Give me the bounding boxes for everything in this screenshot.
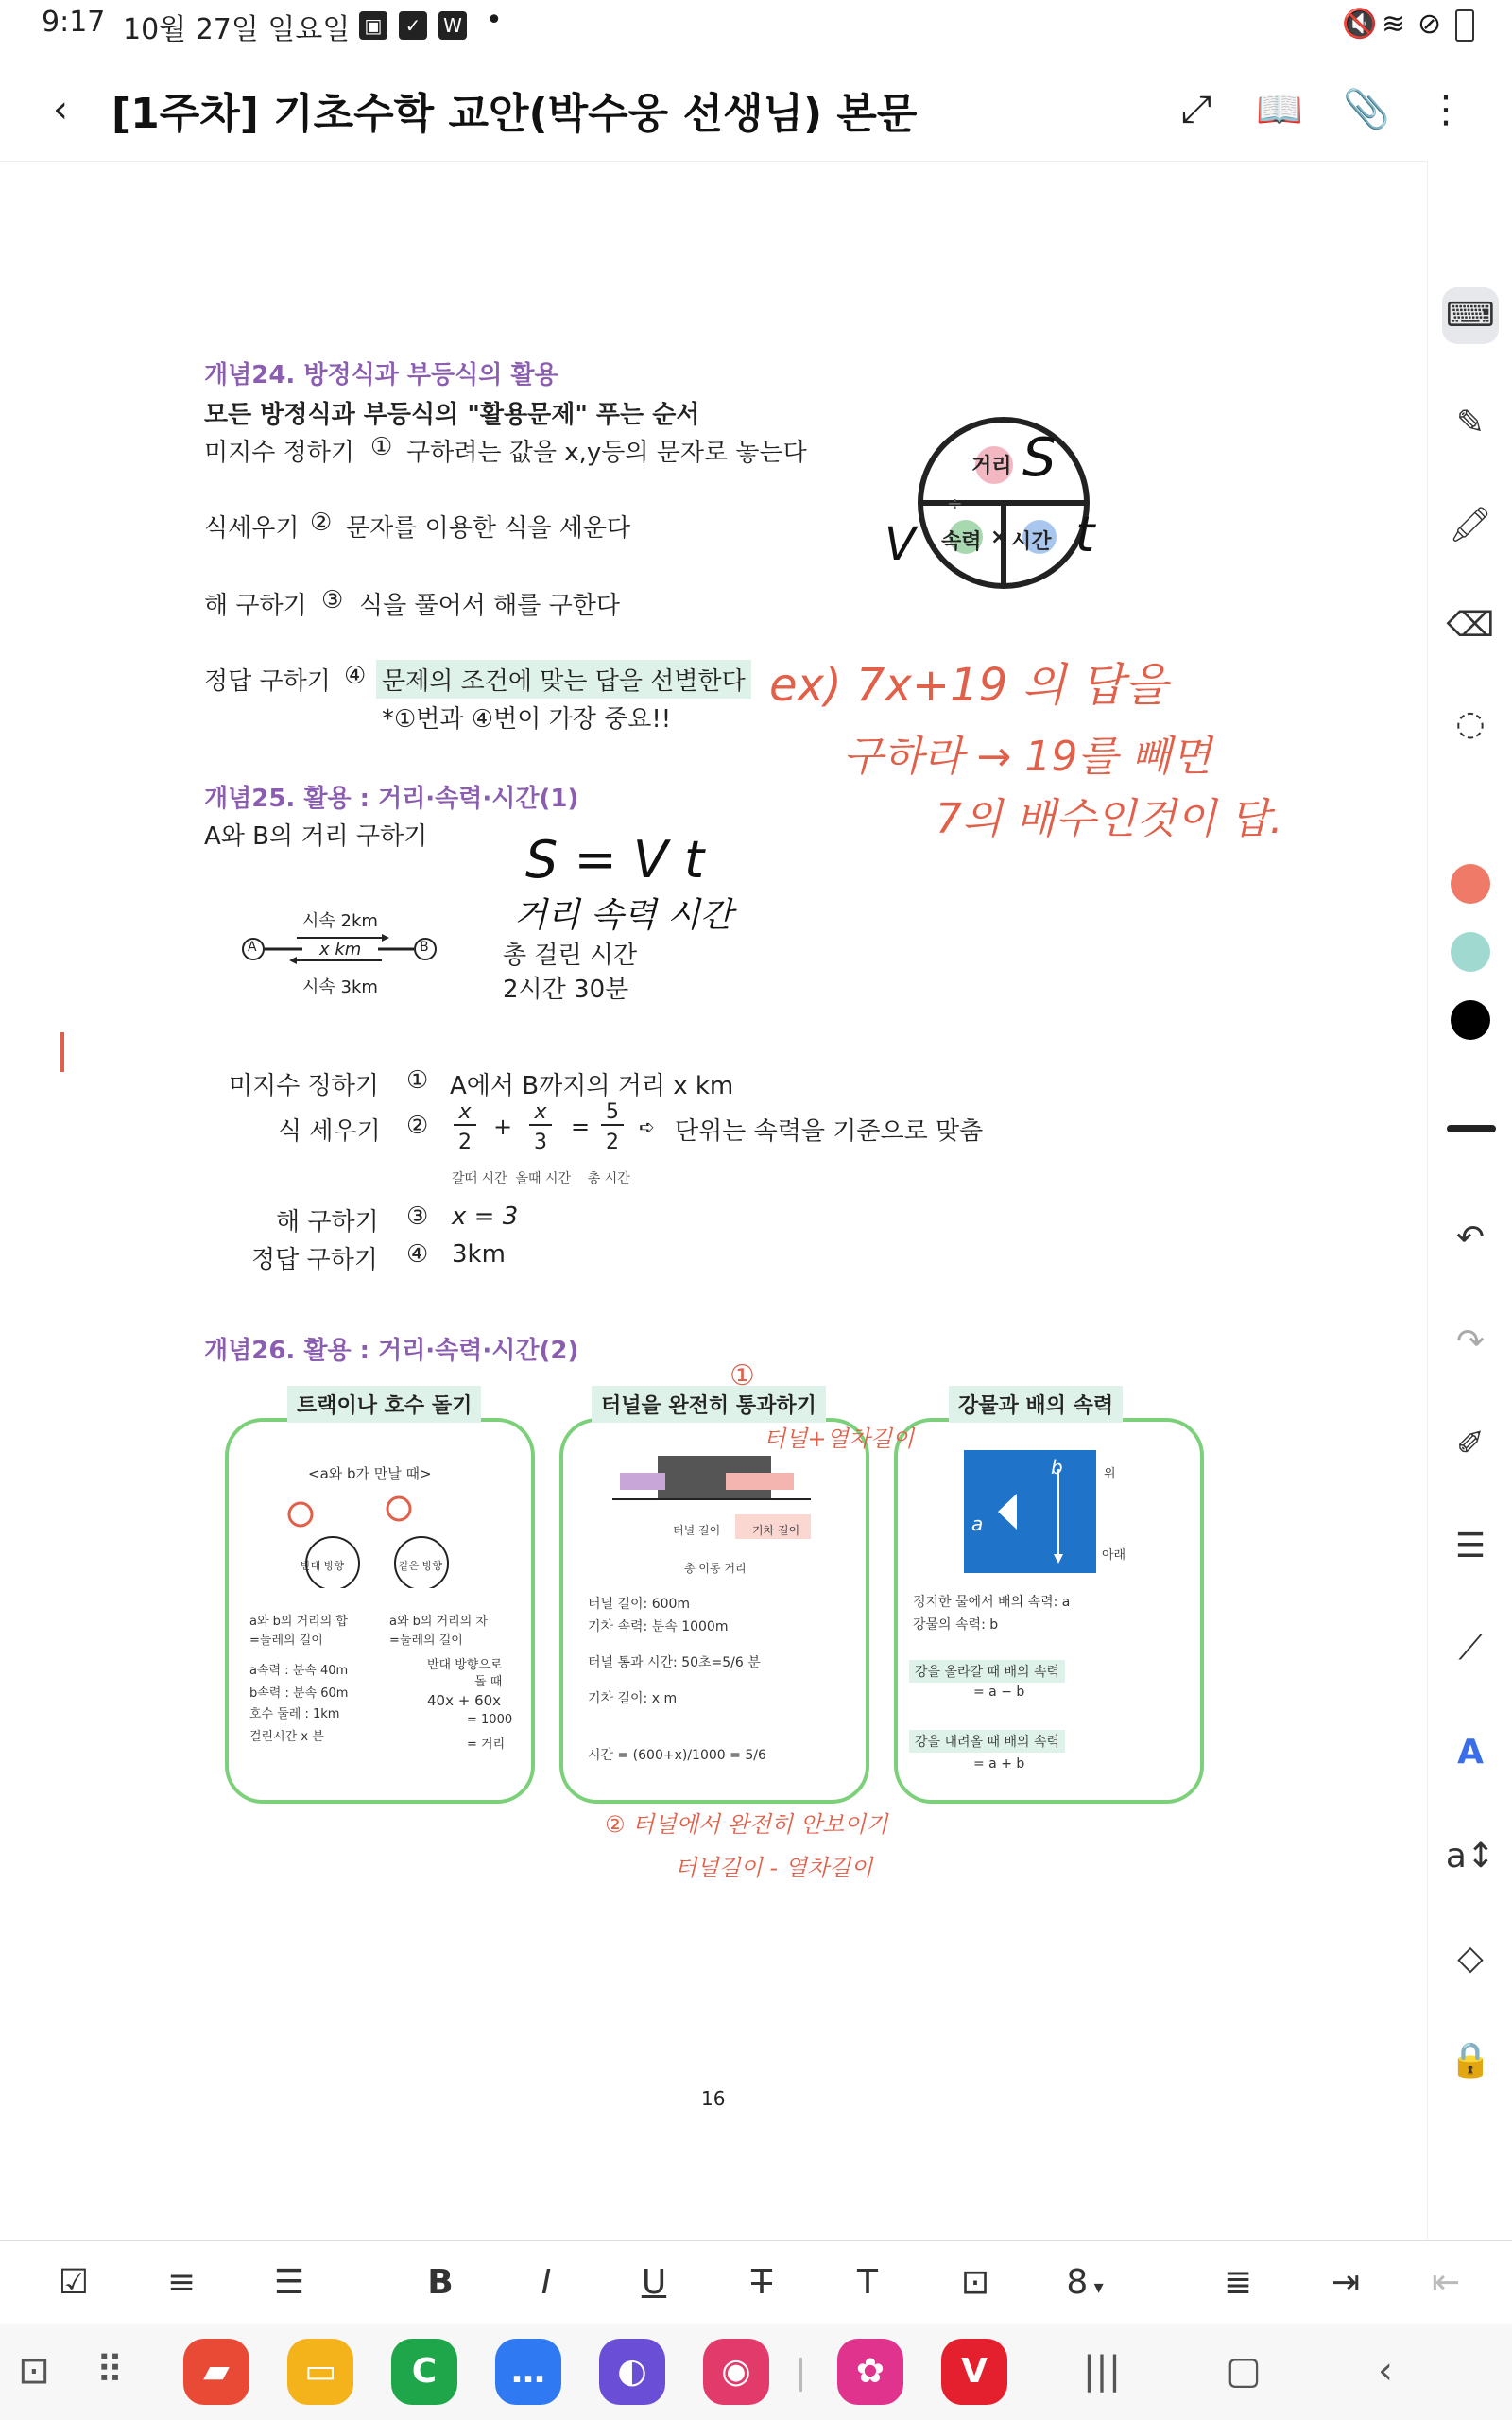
train-length-label: 기차 길이	[752, 1524, 800, 1537]
lock-icon[interactable]: 🔒	[1449, 2041, 1492, 2080]
tunnel-t4: 기차 길이: x m	[588, 1691, 678, 1706]
total-move-label: 총 이동 거리	[684, 1562, 747, 1575]
river-t3: 강을 올라갈 때 배의 속력	[909, 1660, 1065, 1683]
section24-subtitle: 모든 방정식과 부등식의 "활용문제" 푸는 순서	[204, 401, 700, 429]
w-app-icon: W	[438, 11, 467, 40]
expand-icon[interactable]: ⤢	[1181, 88, 1211, 131]
track-r5: 40x + 60x	[427, 1692, 502, 1709]
attach-icon[interactable]: 📎	[1343, 88, 1390, 131]
hand-formula-words: 거리 속력 시간	[514, 896, 733, 935]
total-time-label: 총 걸린 시간	[503, 942, 638, 970]
eq-frac3-num: 5	[601, 1100, 624, 1126]
track-r2: =둘레의 길이	[389, 1634, 463, 1648]
step3-text: 식을 풀어서 해를 구한다	[359, 592, 620, 620]
text-box-icon[interactable]: ⊡	[960, 2263, 990, 2302]
tunnel-t1: 터널 길이: 600m	[588, 1597, 691, 1612]
hand-formula: S = V t	[525, 830, 705, 890]
hint-arrow-icon: ➪	[639, 1115, 655, 1138]
river-t5: 강을 내려올 때 배의 속력	[909, 1730, 1065, 1753]
circle-top-label: 거리	[971, 455, 1012, 478]
s25-row3-num: ③	[406, 1202, 429, 1231]
track-l2: =둘레의 길이	[249, 1634, 323, 1648]
track-opposite-label: 반대 방향	[301, 1560, 345, 1572]
gallery-icon: ▣	[359, 11, 387, 40]
track-l4: b속력 : 분속 60m	[249, 1686, 349, 1701]
section25-heading: 개념25. 활용 : 거리·속력·시간(1)	[204, 785, 579, 813]
s25-row3-text: x = 3	[452, 1202, 519, 1231]
track-lake-title: 트랙이나 호수 돌기	[287, 1386, 481, 1423]
river-t2: 강물의 속력: b	[913, 1617, 999, 1633]
eq-frac1-den: 2	[458, 1131, 472, 1154]
s25-row2-num: ②	[406, 1112, 429, 1140]
tunnel-title: 터널을 완전히 통과하기	[592, 1386, 826, 1423]
step4-num: ④	[344, 662, 367, 690]
numbered-list-icon[interactable]: ≡	[166, 2263, 197, 2302]
eq-frac2-den: 3	[534, 1131, 547, 1154]
book-view-icon[interactable]: 📖	[1256, 88, 1303, 131]
undo-icon[interactable]: ↶	[1455, 1219, 1486, 1257]
color-swatch-red[interactable]	[1451, 864, 1490, 904]
wifi-icon: ≋	[1382, 8, 1406, 41]
text-color-icon[interactable]: T	[857, 2263, 878, 2302]
eraser-icon[interactable]: ⌫	[1446, 606, 1495, 645]
s25-row2-label: 식 세우기	[278, 1117, 381, 1146]
river-down: 아래	[1102, 1548, 1126, 1563]
track-l5: 호수 둘레 : 1km	[249, 1707, 340, 1721]
format-toolbar	[0, 2240, 1512, 2323]
tunnel-length-label: 터널 길이	[673, 1524, 721, 1537]
step2-label: 식세우기	[204, 514, 300, 543]
redo-icon[interactable]: ↷	[1455, 1322, 1486, 1361]
tunnel-t2: 기차 속력: 분속 1000m	[588, 1619, 729, 1634]
s25-row4-num: ④	[406, 1240, 429, 1269]
handwriting-text-icon[interactable]: ⟋	[1458, 1629, 1483, 1668]
check-icon: ✓	[399, 11, 427, 40]
track-circles	[284, 1494, 472, 1588]
s25-row3-label: 해 구하기	[276, 1208, 379, 1236]
river-t4: = a − b	[973, 1685, 1025, 1700]
fig-speed-top: 시속 2km	[302, 911, 378, 931]
camera-app-icon[interactable]: ◉	[703, 2339, 769, 2405]
outdent-icon[interactable]: ⇤	[1431, 2263, 1461, 2302]
phone-app-icon[interactable]: C	[391, 2339, 457, 2405]
river-figure	[964, 1450, 1096, 1573]
step2-num: ②	[310, 509, 333, 537]
underline-icon[interactable]: U	[641, 2263, 667, 2302]
status-date: 10월 27일 일요일	[123, 13, 351, 46]
hand-v: V	[885, 518, 916, 571]
annot-b3: 터널길이 - 열차길이	[675, 1855, 873, 1881]
text-style-icon[interactable]: A	[1457, 1733, 1484, 1772]
page-number: 16	[701, 2087, 726, 2110]
eq-sublabels: 갈때 시간 올때 시간 총 시간	[452, 1171, 630, 1186]
step2-text: 문자를 이용한 식을 세운다	[346, 514, 631, 543]
river-b: b	[1051, 1456, 1063, 1478]
mute-icon: 🔇	[1342, 8, 1378, 41]
eq-frac3-den: 2	[606, 1131, 619, 1154]
app-red-icon[interactable]: ▰	[183, 2339, 249, 2405]
indent-icon[interactable]: ⇥	[1331, 2263, 1361, 2302]
tunnel-t5: 시간 = (600+x)/1000 = 5/6	[588, 1748, 766, 1763]
track-r6: = 1000	[467, 1713, 513, 1727]
note-title[interactable]: [1주차] 기초수학 교안(박수웅 선생님) 본문	[112, 90, 918, 138]
track-r3: 반대 방향으로	[427, 1658, 503, 1672]
taskbar-toggle-icon[interactable]: ⊡	[18, 2349, 50, 2393]
annotation-example-line2: 구하라 → 19를 빼면	[843, 733, 1211, 781]
bold-icon[interactable]: B	[427, 2263, 454, 2302]
home-button[interactable]: ▢	[1226, 2349, 1262, 2393]
recents-button[interactable]: |||	[1082, 2349, 1122, 2393]
step3-num: ③	[321, 586, 344, 614]
messages-app-icon[interactable]: …	[495, 2339, 561, 2405]
step3-label: 해 구하기	[204, 592, 307, 620]
eq-plus: +	[493, 1114, 513, 1140]
italic-icon[interactable]: I	[541, 2263, 552, 2302]
annotation-example-line1: ex) 7x+19 의 답을	[769, 659, 1168, 712]
track-sub: <a와 b가 만날 때>	[308, 1465, 432, 1482]
step1-text: 구하려는 값을 x,y등의 문자로 놓는다	[406, 439, 807, 467]
fig-point-b: B	[420, 940, 429, 955]
taskbar	[0, 2324, 1512, 2420]
annotation-example-line3: 7의 배수인것이 답.	[936, 795, 1283, 843]
s25-row1-text: A에서 B까지의 거리 x km	[450, 1072, 734, 1100]
app-drawer-icon[interactable]: ⠿	[95, 2349, 124, 2393]
s25-row2-note: 단위는 속력을 기준으로 맞춤	[675, 1117, 984, 1146]
ab-distance-figure	[240, 930, 440, 968]
step4-label: 정답 구하기	[204, 667, 331, 696]
strikethrough-icon[interactable]: T	[751, 2263, 772, 2302]
hand-t: t	[1075, 507, 1095, 563]
dot-icon: •	[486, 4, 503, 37]
lasso-icon[interactable]: ◌	[1455, 704, 1486, 743]
pen-toolbar	[1427, 161, 1512, 2240]
s25-row1-label: 미지수 정하기	[229, 1072, 379, 1100]
section25-subtitle: A와 B의 거리 구하기	[204, 822, 428, 851]
s25-row4-label: 정답 구하기	[251, 1246, 378, 1274]
section26-heading: 개념26. 활용 : 거리·속력·시간(2)	[204, 1337, 579, 1365]
fig-speed-bottom: 시속 3km	[302, 977, 378, 997]
fig-distance: x km	[319, 940, 362, 959]
checklist-icon[interactable]: ☑	[58, 2263, 90, 2302]
river-up: 위	[1104, 1467, 1116, 1481]
river-title: 강물과 배의 속력	[949, 1386, 1123, 1423]
distance-circle-diagram	[888, 416, 1134, 596]
pen-icon[interactable]: ✎	[1455, 404, 1486, 442]
circle-left-label: 속력	[941, 530, 982, 554]
step1-label: 미지수 정하기	[204, 439, 354, 467]
back-nav-button[interactable]: ‹	[1378, 2349, 1393, 2393]
font-size-value: 8	[1066, 2263, 1089, 2302]
tunnel-t3: 터널 통과 시간: 50초=5/6 분	[588, 1655, 761, 1670]
shape-pen-icon[interactable]: ✐	[1455, 1425, 1486, 1463]
eq-frac2-num: x	[529, 1100, 552, 1126]
bullet-list-icon[interactable]: ☰	[273, 2263, 305, 2302]
s25-row4-text: 3km	[452, 1240, 506, 1269]
annot-tunnel-plus: 터널+열차길이	[764, 1426, 915, 1452]
track-r7: = 거리	[467, 1737, 506, 1752]
track-r4: 돌 때	[474, 1675, 503, 1689]
more-options-icon[interactable]: ⋮	[1427, 88, 1465, 131]
keyboard-icon[interactable]: ⌨	[1442, 287, 1499, 344]
eq-equals: =	[571, 1114, 591, 1140]
v-app-icon[interactable]: V	[941, 2339, 1007, 2405]
shapes-icon[interactable]: ◇	[1457, 1939, 1484, 1978]
section24-heading: 개념24. 방정식과 부등식의 활용	[204, 361, 558, 389]
color-swatch-mint[interactable]	[1451, 932, 1490, 972]
annot-circle1: ①	[730, 1359, 755, 1392]
color-swatch-black[interactable]	[1451, 1000, 1490, 1040]
back-button[interactable]: ‹	[53, 88, 68, 131]
s25-row1-num: ①	[406, 1066, 429, 1095]
flower-app-icon[interactable]: ✿	[837, 2339, 903, 2405]
total-time-value: 2시간 30분	[503, 976, 629, 1004]
annot-b2: ② 터널에서 완전히 안보이기	[605, 1811, 888, 1838]
track-l3: a속력 : 분속 40m	[249, 1664, 349, 1678]
files-app-icon[interactable]: ▭	[287, 2339, 353, 2405]
river-t6: = a + b	[973, 1756, 1025, 1772]
dnd-icon: ⊘	[1418, 8, 1442, 41]
circle-divide-label: ÷	[947, 492, 963, 514]
step1-num: ①	[370, 433, 393, 461]
track-same-label: 같은 방향	[399, 1560, 443, 1572]
river-t1: 정지한 물에서 배의 속력: a	[913, 1595, 1071, 1610]
step4-text: 문제의 조건에 맞는 답을 선별한다	[376, 660, 751, 699]
font-size-select[interactable]: 8 ▾	[1066, 2263, 1104, 2302]
battery-icon	[1455, 9, 1474, 42]
hand-s: S	[1022, 427, 1057, 489]
circle-mid-label: ×	[990, 526, 1008, 549]
status-time: 9:17	[42, 6, 106, 39]
important-note: *①번과 ④번이 가장 중요!!	[382, 705, 672, 734]
taskbar-divider	[799, 2358, 802, 2392]
track-r1: a와 b의 거리의 차	[389, 1615, 488, 1629]
track-l6: 걸린시간 x 분	[249, 1730, 324, 1744]
stroke-width-icon[interactable]	[1447, 1125, 1496, 1132]
fig-point-a: A	[248, 940, 257, 955]
align-icon[interactable]: ≣	[1223, 2263, 1253, 2302]
text-size-icon[interactable]: a↕	[1445, 1837, 1496, 1876]
text-align-icon[interactable]: ☰	[1454, 1527, 1486, 1565]
river-a: a	[971, 1512, 984, 1535]
text-cursor	[60, 1032, 64, 1072]
browser-app-icon[interactable]: ◐	[599, 2339, 665, 2405]
eq-frac1-num: x	[454, 1100, 476, 1126]
highlighter-icon[interactable]: 🖍	[1449, 506, 1492, 544]
circle-right-label: 시간	[1011, 530, 1052, 554]
track-l1: a와 b의 거리의 합	[249, 1615, 348, 1629]
